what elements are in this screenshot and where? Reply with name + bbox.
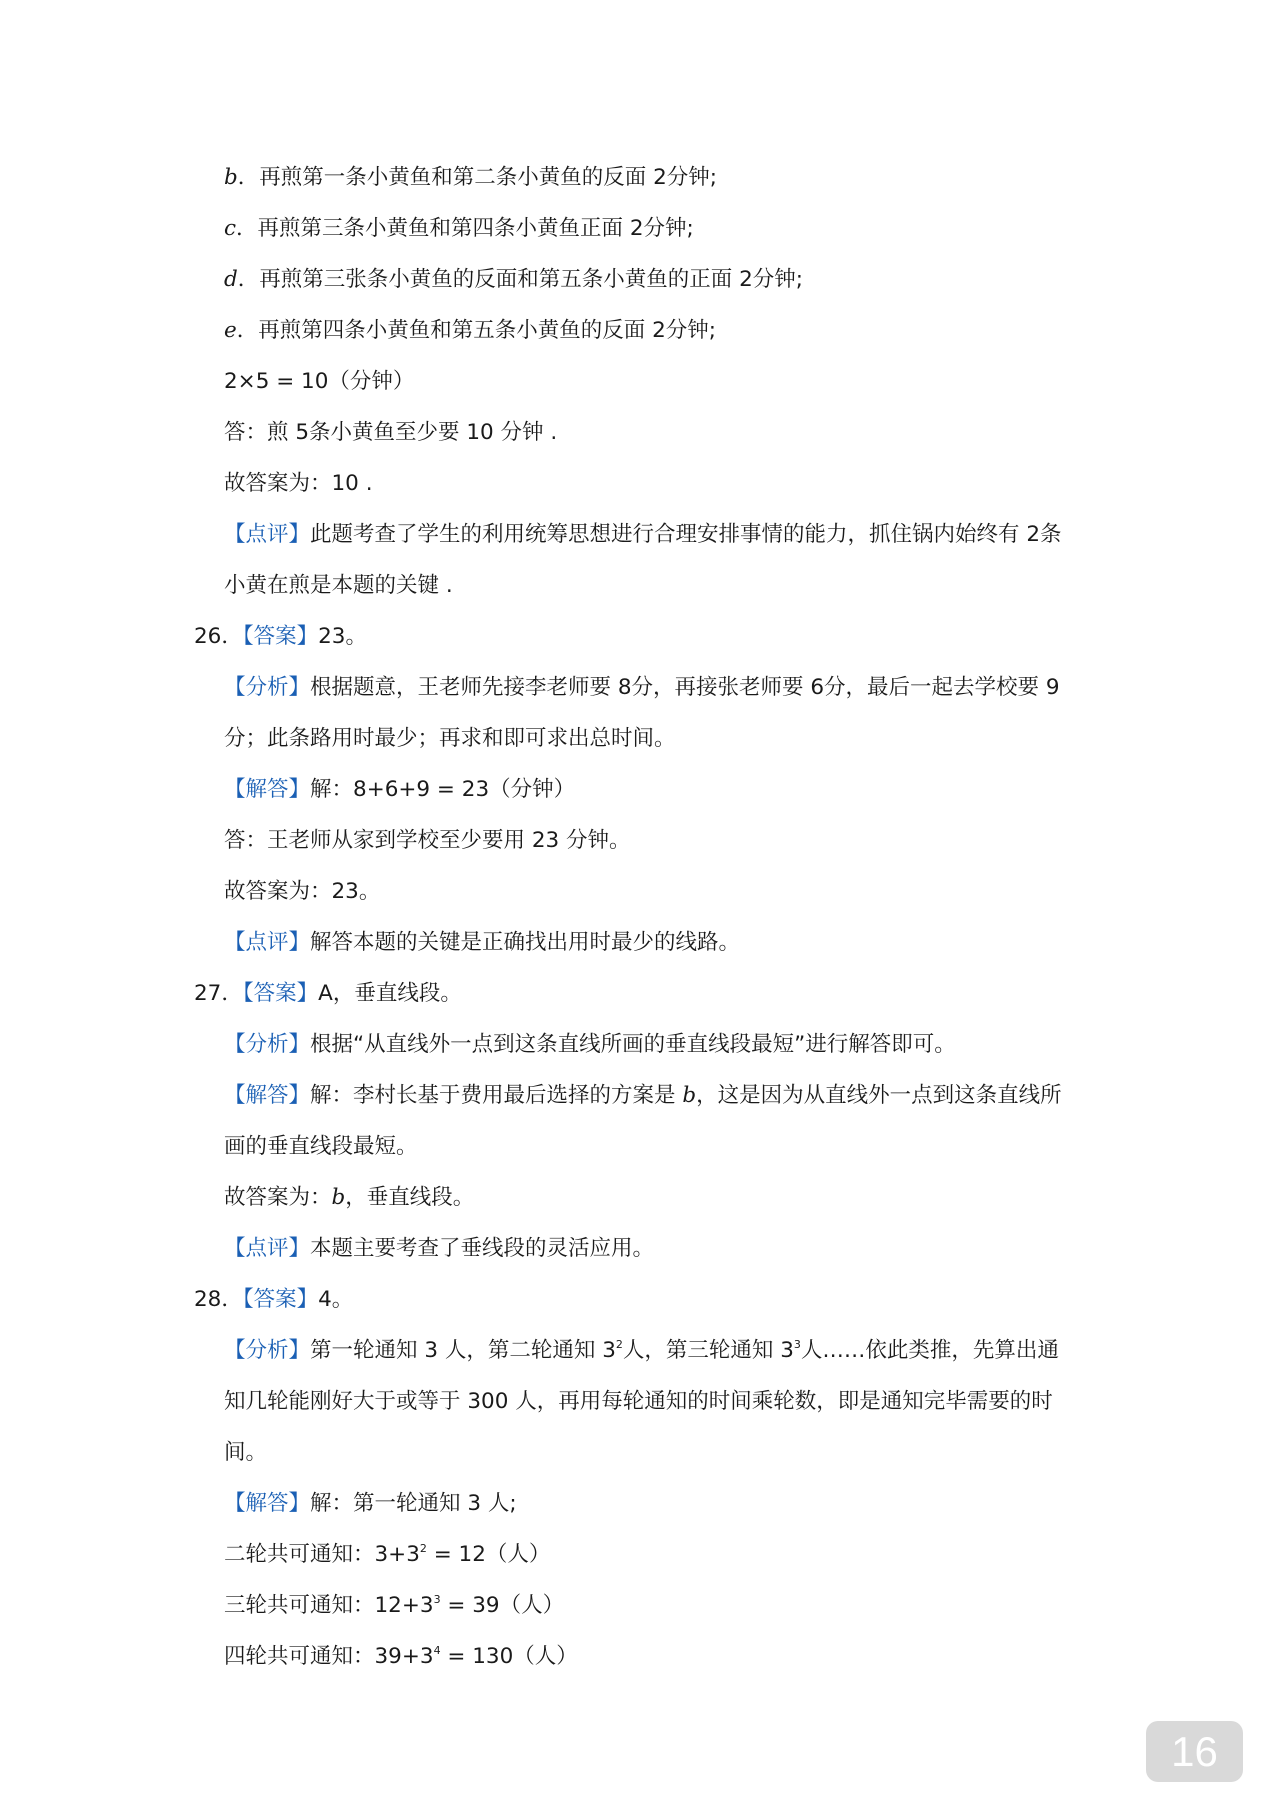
- comment-tag: 【点评】: [224, 522, 311, 547]
- q26-solution: [224, 775, 575, 805]
- answer-text: A，垂直线段。: [318, 981, 462, 1006]
- step-text: ．再煎第一条小黄鱼和第二条小黄鱼的反面 2分钟;: [237, 165, 718, 190]
- round-result: = 12（人）: [426, 1542, 551, 1567]
- calc-line: 2×5 = 10（分钟）: [224, 369, 415, 394]
- round-text: 三轮共可通知：12+3: [224, 1593, 434, 1618]
- page-number-badge: 16: [1146, 1721, 1243, 1782]
- comment-text: 此题考查了学生的利用统筹思想进行合理安排事情的能力，抓住锅内始终有 2条: [310, 522, 1062, 547]
- step-text: ．再煎第三条小黄鱼和第四条小黄鱼正面 2分钟;: [236, 216, 694, 241]
- answer-text: 4。: [318, 1287, 354, 1312]
- exponent: 3: [793, 1338, 801, 1351]
- q28-analysis: [224, 1336, 1059, 1366]
- final-suffix: ，垂直线段。: [345, 1185, 475, 1210]
- analysis-text: 人……依此类推，先算出通: [800, 1338, 1059, 1363]
- analysis-tag: 【分析】: [224, 675, 311, 700]
- q28-analysis-end: 间。: [224, 1440, 268, 1465]
- round-result: = 39（人）: [440, 1593, 565, 1618]
- q27-final: [224, 1183, 474, 1213]
- q26-answer-line: 答：王老师从家到学校至少要用 23 分钟。: [224, 828, 631, 853]
- step-text: ．再煎第三张条小黄鱼的反面和第五条小黄鱼的正面 2分钟;: [237, 267, 804, 292]
- q26-answer: [194, 622, 367, 652]
- step-letter: b: [224, 165, 238, 190]
- analysis-text: 人，第三轮通知 3: [622, 1338, 794, 1363]
- round-result: = 130（人）: [440, 1644, 578, 1669]
- analysis-text: 第一轮通知 3 人，第二轮通知 3: [310, 1338, 616, 1363]
- q28-round3: [224, 1591, 564, 1621]
- solution-letter: b: [682, 1083, 697, 1108]
- exponent: 4: [433, 1644, 441, 1657]
- q28-answer: [194, 1285, 353, 1315]
- comment-text: 解答本题的关键是正确找出用时最少的线路。: [310, 930, 741, 955]
- solution-text: 解：李村长基于费用最后选择的方案是: [310, 1083, 683, 1108]
- step-c: [224, 214, 694, 244]
- analysis-tag: 【分析】: [224, 1338, 311, 1363]
- comment-tag: 【点评】: [224, 930, 311, 955]
- q28-solution: [224, 1489, 517, 1519]
- solution-text-cont: ，这是因为从直线外一点到这条直线所: [696, 1083, 1062, 1108]
- comment-cont: 小黄在煎是本题的关键 .: [224, 573, 453, 598]
- q26-final: 故答案为：23。: [224, 879, 381, 904]
- q27-answer: [194, 979, 462, 1009]
- question-number: 26．: [194, 624, 243, 649]
- answer-tag: 【答案】: [242, 981, 319, 1006]
- exponent: 3: [433, 1593, 441, 1606]
- analysis-text: 根据题意，王老师先接李老师要 8分，再接张老师要 6分，最后一起去学校要 9: [310, 675, 1060, 700]
- q28-round4: [224, 1642, 578, 1672]
- answer-tag: 【答案】: [242, 1287, 319, 1312]
- analysis-tag: 【分析】: [224, 1032, 311, 1057]
- step-d: [224, 265, 803, 295]
- comment: [224, 520, 1062, 550]
- step-letter: c: [224, 216, 237, 241]
- answer-text: 23。: [318, 624, 367, 649]
- answer-line: 答：煎 5条小黄鱼至少要 10 分钟 .: [224, 420, 558, 445]
- round-text: 二轮共可通知：3+3: [224, 1542, 420, 1567]
- q26-analysis: [224, 673, 1060, 703]
- answer-tag: 【答案】: [242, 624, 319, 649]
- q26-analysis-cont: 分；此条路用时最少；再求和即可求出总时间。: [224, 726, 676, 751]
- step-letter: e: [224, 318, 237, 343]
- comment-text: 本题主要考查了垂线段的灵活应用。: [310, 1236, 655, 1261]
- q27-solution: [224, 1081, 1062, 1111]
- q28-analysis-cont: 知几轮能刚好大于或等于 300 人，再用每轮通知的时间乘轮数，即是通知完毕需要的时: [224, 1389, 1053, 1414]
- final-answer: 故答案为：10 .: [224, 471, 373, 496]
- q27-solution-cont: 画的垂直线段最短。: [224, 1134, 418, 1159]
- comment-tag: 【点评】: [224, 1236, 311, 1261]
- step-text: ．再煎第四条小黄鱼和第五条小黄鱼的反面 2分钟;: [236, 318, 716, 343]
- solution-tag: 【解答】: [224, 777, 311, 802]
- step-b: [224, 163, 717, 193]
- round-text: 四轮共可通知：39+3: [224, 1644, 434, 1669]
- q26-comment: [224, 928, 740, 958]
- solution-tag: 【解答】: [224, 1491, 311, 1516]
- final-prefix: 故答案为：: [224, 1185, 332, 1210]
- question-number: 27．: [194, 981, 243, 1006]
- solution-text: 解：第一轮通知 3 人;: [310, 1491, 517, 1516]
- solution-tag: 【解答】: [224, 1083, 311, 1108]
- exponent: 2: [419, 1542, 427, 1555]
- step-letter: d: [224, 267, 238, 292]
- solution-text: 解：8+6+9 = 23（分钟）: [310, 777, 576, 802]
- q27-comment: [224, 1234, 654, 1264]
- exponent: 2: [615, 1338, 623, 1351]
- analysis-text: 根据“从直线外一点到这条直线所画的垂直线段最短”进行解答即可。: [310, 1032, 956, 1057]
- q28-round2: [224, 1540, 550, 1570]
- q27-analysis: [224, 1030, 956, 1060]
- step-e: [224, 316, 716, 346]
- question-number: 28．: [194, 1287, 243, 1312]
- final-letter: b: [331, 1185, 346, 1210]
